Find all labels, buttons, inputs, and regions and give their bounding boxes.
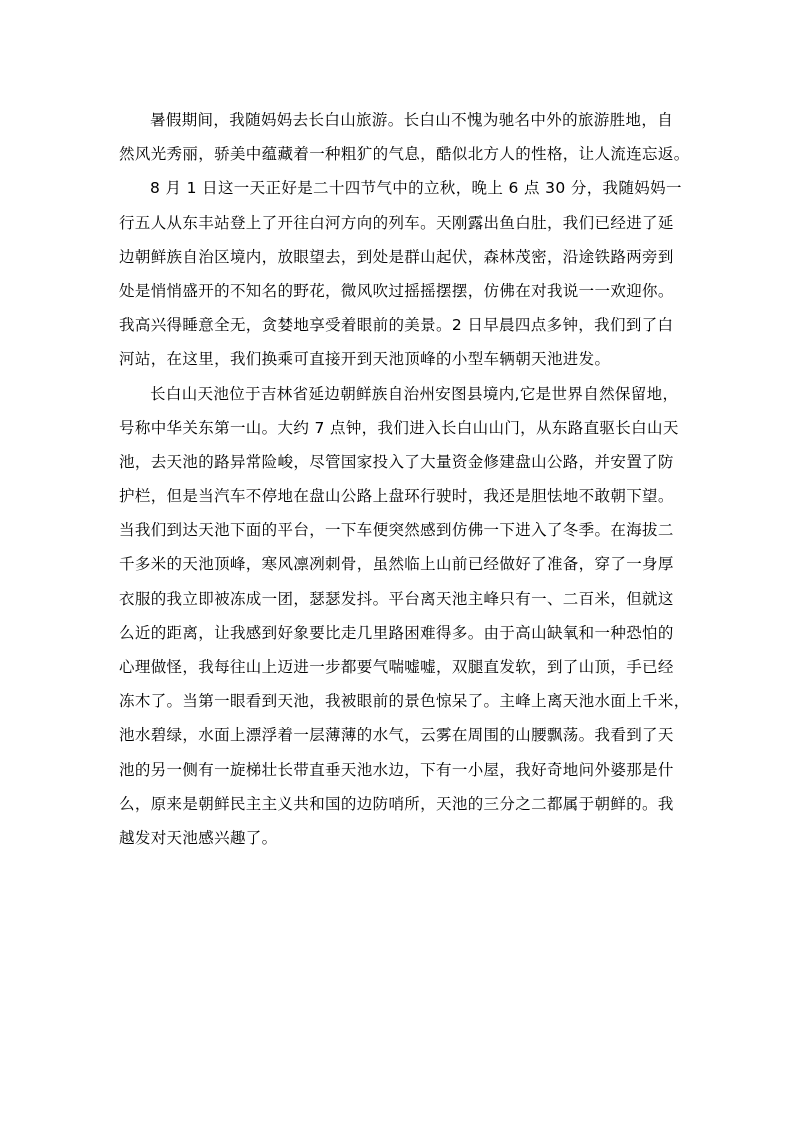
- text-line: 号称中华关东第一山。大约 7 点钟，我们进入长白山山门，从东路直驱长白山天: [119, 418, 679, 437]
- text-line: 千多米的天池顶峰，寒风凛冽刺骨，虽然临上山前已经做好了准备，穿了一身厚: [119, 555, 674, 574]
- text-line: 然风光秀丽，骄美中蕴藏着一种粗犷的气息，酷似北方人的性格，让人流连忘返。: [119, 145, 690, 164]
- text-line: 池水碧绿，水面上漂浮着一层薄薄的水气，云雾在周围的山腰飘荡。我看到了天: [119, 726, 674, 745]
- text-line: 河站，在这里，我们换乘可直接开到天池顶峰的小型车辆朝天池进发。: [119, 350, 611, 369]
- text-line: 么，原来是朝鲜民主主义共和国的边防哨所，天池的三分之二都属于朝鲜的。我: [119, 794, 674, 813]
- text-line: 护栏，但是当汽车不停地在盘山公路上盘环行驶时，我还是胆怯地不敢朝下望。: [119, 487, 674, 506]
- text-line: 冻木了。当第一眼看到天池，我被眼前的景色惊呆了。主峰上离天池水面上千米，: [119, 692, 690, 711]
- text-line: 当我们到达天池下面的平台，一下车便突然感到仿佛一下进入了冬季。在海拔二: [119, 521, 674, 540]
- text-line: 池，去天池的路异常险峻，尽管国家投入了大量资金修建盘山公路，并安置了防: [119, 452, 674, 471]
- text-line: 处是悄悄盛开的不知名的野花，微风吹过摇摇摆摆，仿佛在对我说一一欢迎你。: [119, 281, 674, 300]
- text-line: 长白山天池位于吉林省延边朝鲜族自治州安图县境内,它是世界自然保留地，: [150, 384, 679, 403]
- text-line: 心理做怪，我每往山上迈进一步都要气喘嘘嘘，双腿直发软，到了山顶，手已经: [119, 658, 674, 676]
- text-line: 衣服的我立即被冻成一团，瑟瑟发抖。平台离天池主峰只有一、二百米，但就这: [119, 589, 674, 608]
- text-line: 边朝鲜族自治区境内，放眼望去，到处是群山起伏，森林茂密，沿途铁路两旁到: [119, 247, 674, 266]
- text-line: 池的另一侧有一旋梯壮长带直垂天池水边，下有一小屋，我好奇地问外婆那是什: [119, 760, 674, 779]
- text-line: 行五人从东丰站登上了开往白河方向的列车。天刚露出鱼白肚，我们已经进了延: [119, 213, 674, 232]
- text-line: 我高兴得睡意全无，贪婪地享受着眼前的美景。2 日早晨四点多钟，我们到了白: [119, 316, 674, 335]
- text-line: 暑假期间，我随妈妈去长白山旅游。长白山不愧为驰名中外的旅游胜地，自: [150, 111, 674, 129]
- essay-body: [119, 103, 699, 855]
- text-line: 8 月 1 日这一天正好是二十四节气中的立秋，晚上 6 点 30 分，我随妈妈一: [150, 179, 682, 198]
- text-line: 么近的距离，让我感到好象要比走几里路困难得多。由于高山缺氧和一种恐怕的: [119, 623, 674, 642]
- text-line: 越发对天池感兴趣了。: [119, 828, 278, 847]
